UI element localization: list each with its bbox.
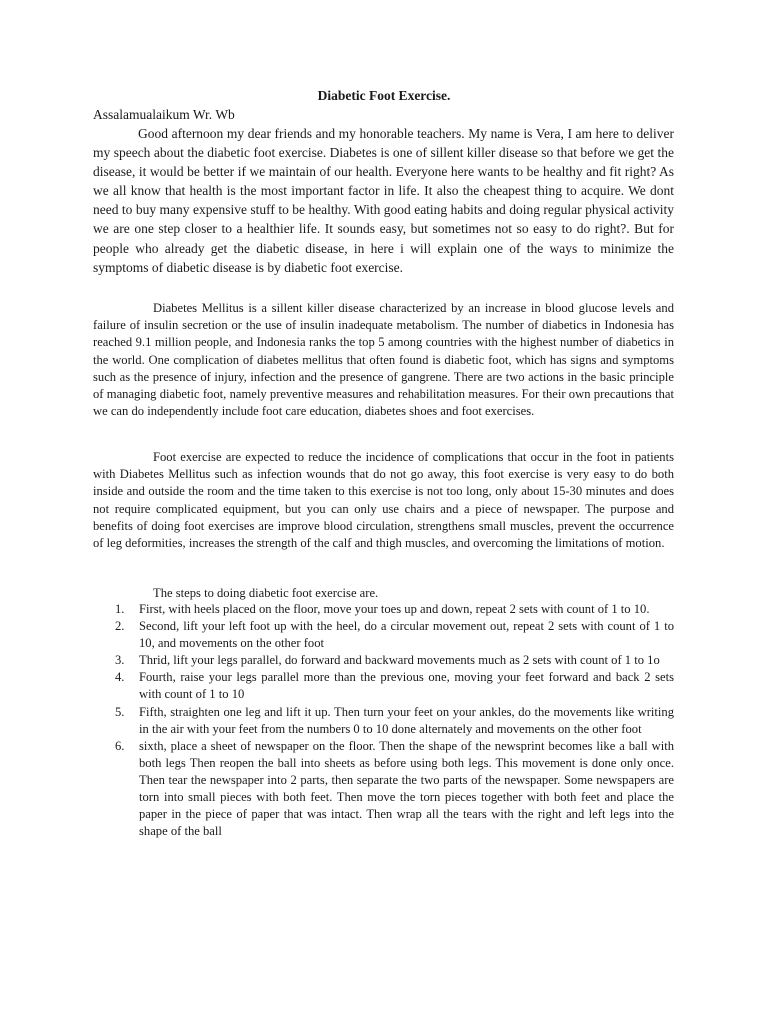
greeting-line: Assalamualaikum Wr. Wb [93, 107, 235, 122]
step-item-6 [93, 738, 674, 841]
paragraph-foot-exercise: Foot exercise are expected to reduce the incidence of complications that occur in the foot in patients with Diabetes Mellitus such as infection wounds that do not go away, this foot exercise is very easy to do both inside and outside the room and the time taken to this exercise is not too long, only about 15-30 minutes and does not require complicated equipment, but you can only use chairs and a piece of newspaper. The purpose and benefits of doing foot exercises are improve blood circulation, strengthens small muscles, prevent the occurrence of leg deformities, increases the strength of the calf and thigh muscles, and overcoming the limitations of motion. [93, 450, 674, 551]
step-item-5 [93, 704, 674, 738]
step-number: 3. [115, 653, 125, 668]
step-text: Thrid, lift your legs parallel, do forward and backward movements much as 2 sets with count of 1 to 1o [139, 653, 660, 668]
document-title: Diabetic Foot Exercise. [317, 88, 451, 103]
step-number: 2. [115, 619, 125, 634]
step-text: Fourth, raise your legs parallel more than the previous one, moving your feet forward and back 2 sets with count of 1 to 10 [139, 670, 674, 702]
step-item-2 [93, 618, 674, 652]
step-item-1 [93, 601, 674, 618]
step-number: 1. [115, 602, 125, 616]
step-item-3 [93, 652, 674, 669]
steps-list [93, 601, 674, 840]
step-number: 6. [115, 738, 125, 753]
step-item-4 [93, 669, 674, 703]
step-text: Fifth, straighten one leg and lift it up. Then turn your feet on your ankles, do the movements like writing in the air with your feet from the numbers 0 to 10 done alternately and movements on the other foot [139, 704, 674, 736]
step-number: 5. [115, 704, 125, 719]
step-text: sixth, place a sheet of newspaper on the floor. Then the shape of the newsprint becomes like a ball with both legs Then reopen the ball into sheets as before using both legs. This movement is done only once. Then tear the newspaper into 2 parts, then separate the two parts of the newspaper. Some newspapers are torn into small pieces with both feet. Then move the torn pieces together with both feet and place the paper in the piece of paper that was intact. Then wrap all the tears with the right and left legs into the shape of the ball [139, 738, 674, 839]
paragraph-diabetes-mellitus: Diabetes Mellitus is a sillent killer disease characterized by an increase in blood glucose levels and failure of insulin secretion or the use of insulin inadequate metabolism. The number of diabetics in Indonesia has reached 9.1 million people, and Indonesia ranks the top 5 among countries with the highest number of diabetics in the world. One complication of diabetes mellitus that often found is diabetic foot, which has signs and symptoms such as the presence of injury, infection and the presence of gangrene. There are two actions in the basic principle of managing diabetic foot, namely preventive measures and rehabilitation measures. For their own precautions that we can do independently include foot care education, diabetes shoes and foot exercises. [93, 301, 674, 419]
step-text: First, with heels placed on the floor, move your toes up and down, repeat 2 sets with count of 1 to 10. [139, 602, 650, 616]
step-text: Second, lift your left foot up with the heel, do a circular movement out, repeat 2 sets with count of 1 to 10, and movements on the other foot [139, 619, 674, 651]
paragraph-intro: Good afternoon my dear friends and my honorable teachers. My name is Vera, I am here to deliver my speech about the diabetic foot exercise. Diabetes is one of sillent killer disease so that before we get the disease, it would be better if we maintain of our health. Everyone here wants to be healthy and fit right? As we all know that health is the most important factor in life. It also the cheapest thing to acquire. We dont need to buy many expensive stuff to be healthy. With good eating habits and doing regular physical activity we are one step closer to a healthier life. It sounds easy, but sometimes not so easy to do right?. But for people who already get the diabetic disease, in here i will explain one of the ways to minimize the symptoms of diabetic disease is by diabetic foot exercise. [93, 126, 674, 275]
steps-intro: The steps to doing diabetic foot exercise are. [153, 586, 379, 600]
step-number: 4. [115, 670, 125, 685]
